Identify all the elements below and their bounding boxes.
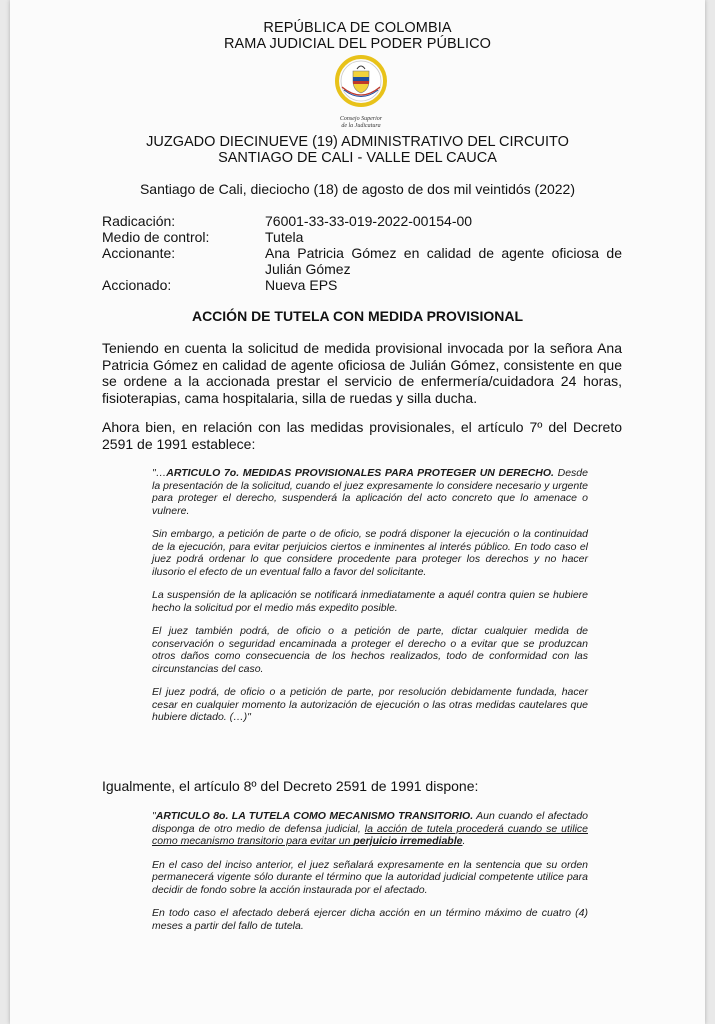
paragraph-2: Ahora bien, en relación con las medidas provisionales, el artículo 7º del Decreto 2591 de 1991 establece: [102, 419, 622, 452]
document-title: ACCIÓN DE TUTELA CON MEDIDA PROVISIONAL [191, 308, 524, 324]
quote-article-8 [152, 810, 588, 943]
seal-icon [326, 53, 396, 111]
case-label: Accionado: [102, 277, 172, 293]
quote-open: "… [152, 467, 167, 479]
quote-open: " [152, 810, 156, 822]
quote-paragraph: El juez también podrá, de oficio o a petición de parte, dictar cualquier medida de conservación o seguridad encaminada a proteger el derecho o a evitar que se produzcan otros daños como consecuencia de los hechos realizados, todo de conformidad con las circunstancias del caso. [152, 625, 588, 675]
document-header [10, 20, 705, 52]
case-value: Tutela [265, 229, 304, 245]
header-country: REPÚBLICA DE COLOMBIA [263, 20, 452, 36]
case-row-radicacion [102, 213, 622, 229]
article-8-heading: ARTICULO 8o. LA TUTELA COMO MECANISMO TRANSITORIO. [155, 810, 474, 822]
quote-text: Aun cuando el afectado disponga de otro medio de defensa judicial, [152, 810, 588, 835]
document-date: Santiago de Cali, dieciocho (18) de agosto de dos mil veintidós (2022) [139, 181, 576, 197]
court-name [10, 134, 705, 166]
quote-text: Desde la presentación de la solicitud, cuando el juez expresamente lo considere necesario y urgente para proteger el derecho, suspenderá la aplicación del acto concreto que lo amenace o vulnere. [152, 467, 588, 517]
case-row-medio [102, 229, 622, 245]
document-page [10, 0, 705, 1024]
bold-underlined-text: perjuicio irremediable [353, 835, 463, 847]
case-row-accionado [102, 277, 622, 293]
quote-paragraph [152, 467, 588, 517]
underlined-text: la acción de tutela procederá cuando se utilice como mecanismo transitorio para evitar un [152, 822, 588, 847]
court-line-2: SANTIAGO DE CALI - VALLE DEL CAUCA [218, 150, 497, 166]
quote-paragraph [152, 810, 588, 848]
case-value: Nueva EPS [265, 277, 338, 293]
case-row-accionante [102, 245, 622, 277]
quote-article-7 [152, 467, 588, 735]
case-label: Medio de control: [102, 229, 210, 245]
quote-paragraph: La suspensión de la aplicación se notificará inmediatamente a aquél contra quien se hubiere hecho la solicitud por el medio más expedito posible. [152, 589, 588, 614]
quote-text: . [462, 835, 466, 847]
paragraph-1: Teniendo en cuenta la solicitud de medida provisional invocada por la señora Ana Patricia Gómez en calidad de agente oficiosa de Julián Gómez, consistente en que se ordene a la accionada prestar el servicio de enfermería/cuidadora 24 horas, fisioterapias, cama hospitalaria, silla de ruedas y silla ducha. [102, 340, 622, 406]
quote-paragraph: El juez podrá, de oficio o a petición de parte, por resolución debidamente fundada, hacer cesar en cualquier momento la autorización de ejecución o las otras medidas cautelares que hubiere dictado. (…)" [152, 686, 588, 723]
article-7-heading: ARTICULO 7o. MEDIDAS PROVISIONALES PARA PROTEGER UN DERECHO. [166, 467, 554, 479]
case-value: Ana Patricia Gómez en calidad de agente oficiosa de Julián Gómez [265, 245, 622, 277]
court-line-1: JUZGADO DIECINUEVE (19) ADMINISTRATIVO DEL CIRCUITO [146, 134, 569, 150]
case-label: Accionante: [102, 245, 176, 261]
judicial-seal-logo [326, 53, 396, 133]
case-value: 76001-33-33-019-2022-00154-00 [265, 213, 473, 229]
quote-paragraph: Sin embargo, a petición de parte o de oficio, se podrá disponer la ejecución o la continuidad de la ejecución, para evitar perjuicios ciertos e inminentes al interés público. En todo caso el juez podrá ordenar lo que considere procedente para proteger los derechos y no hacer ilusorio el efecto de un eventual fallo a favor del solicitante. [152, 528, 588, 578]
header-branch: RAMA JUDICIAL DEL PODER PÚBLICO [223, 36, 492, 52]
quote-paragraph: En el caso del inciso anterior, el juez señalará expresamente en la sentencia que su orden permanecerá vigente sólo durante el término que la autoridad judicial competente utilice para decidir de fondo sobre la acción instaurada por el afectado. [152, 858, 588, 896]
seal-caption-1: Consejo Superior [339, 116, 383, 122]
seal-caption-2: de la Judicatura [341, 123, 381, 129]
quote-paragraph: En todo caso el afectado deberá ejercer dicha acción en un término máximo de cuatro (4) meses a partir del fallo de tutela. [152, 907, 588, 932]
case-details [102, 213, 622, 293]
paragraph-3: Igualmente, el artículo 8º del Decreto 2591 de 1991 dispone: [102, 778, 479, 794]
case-label: Radicación: [102, 213, 176, 229]
